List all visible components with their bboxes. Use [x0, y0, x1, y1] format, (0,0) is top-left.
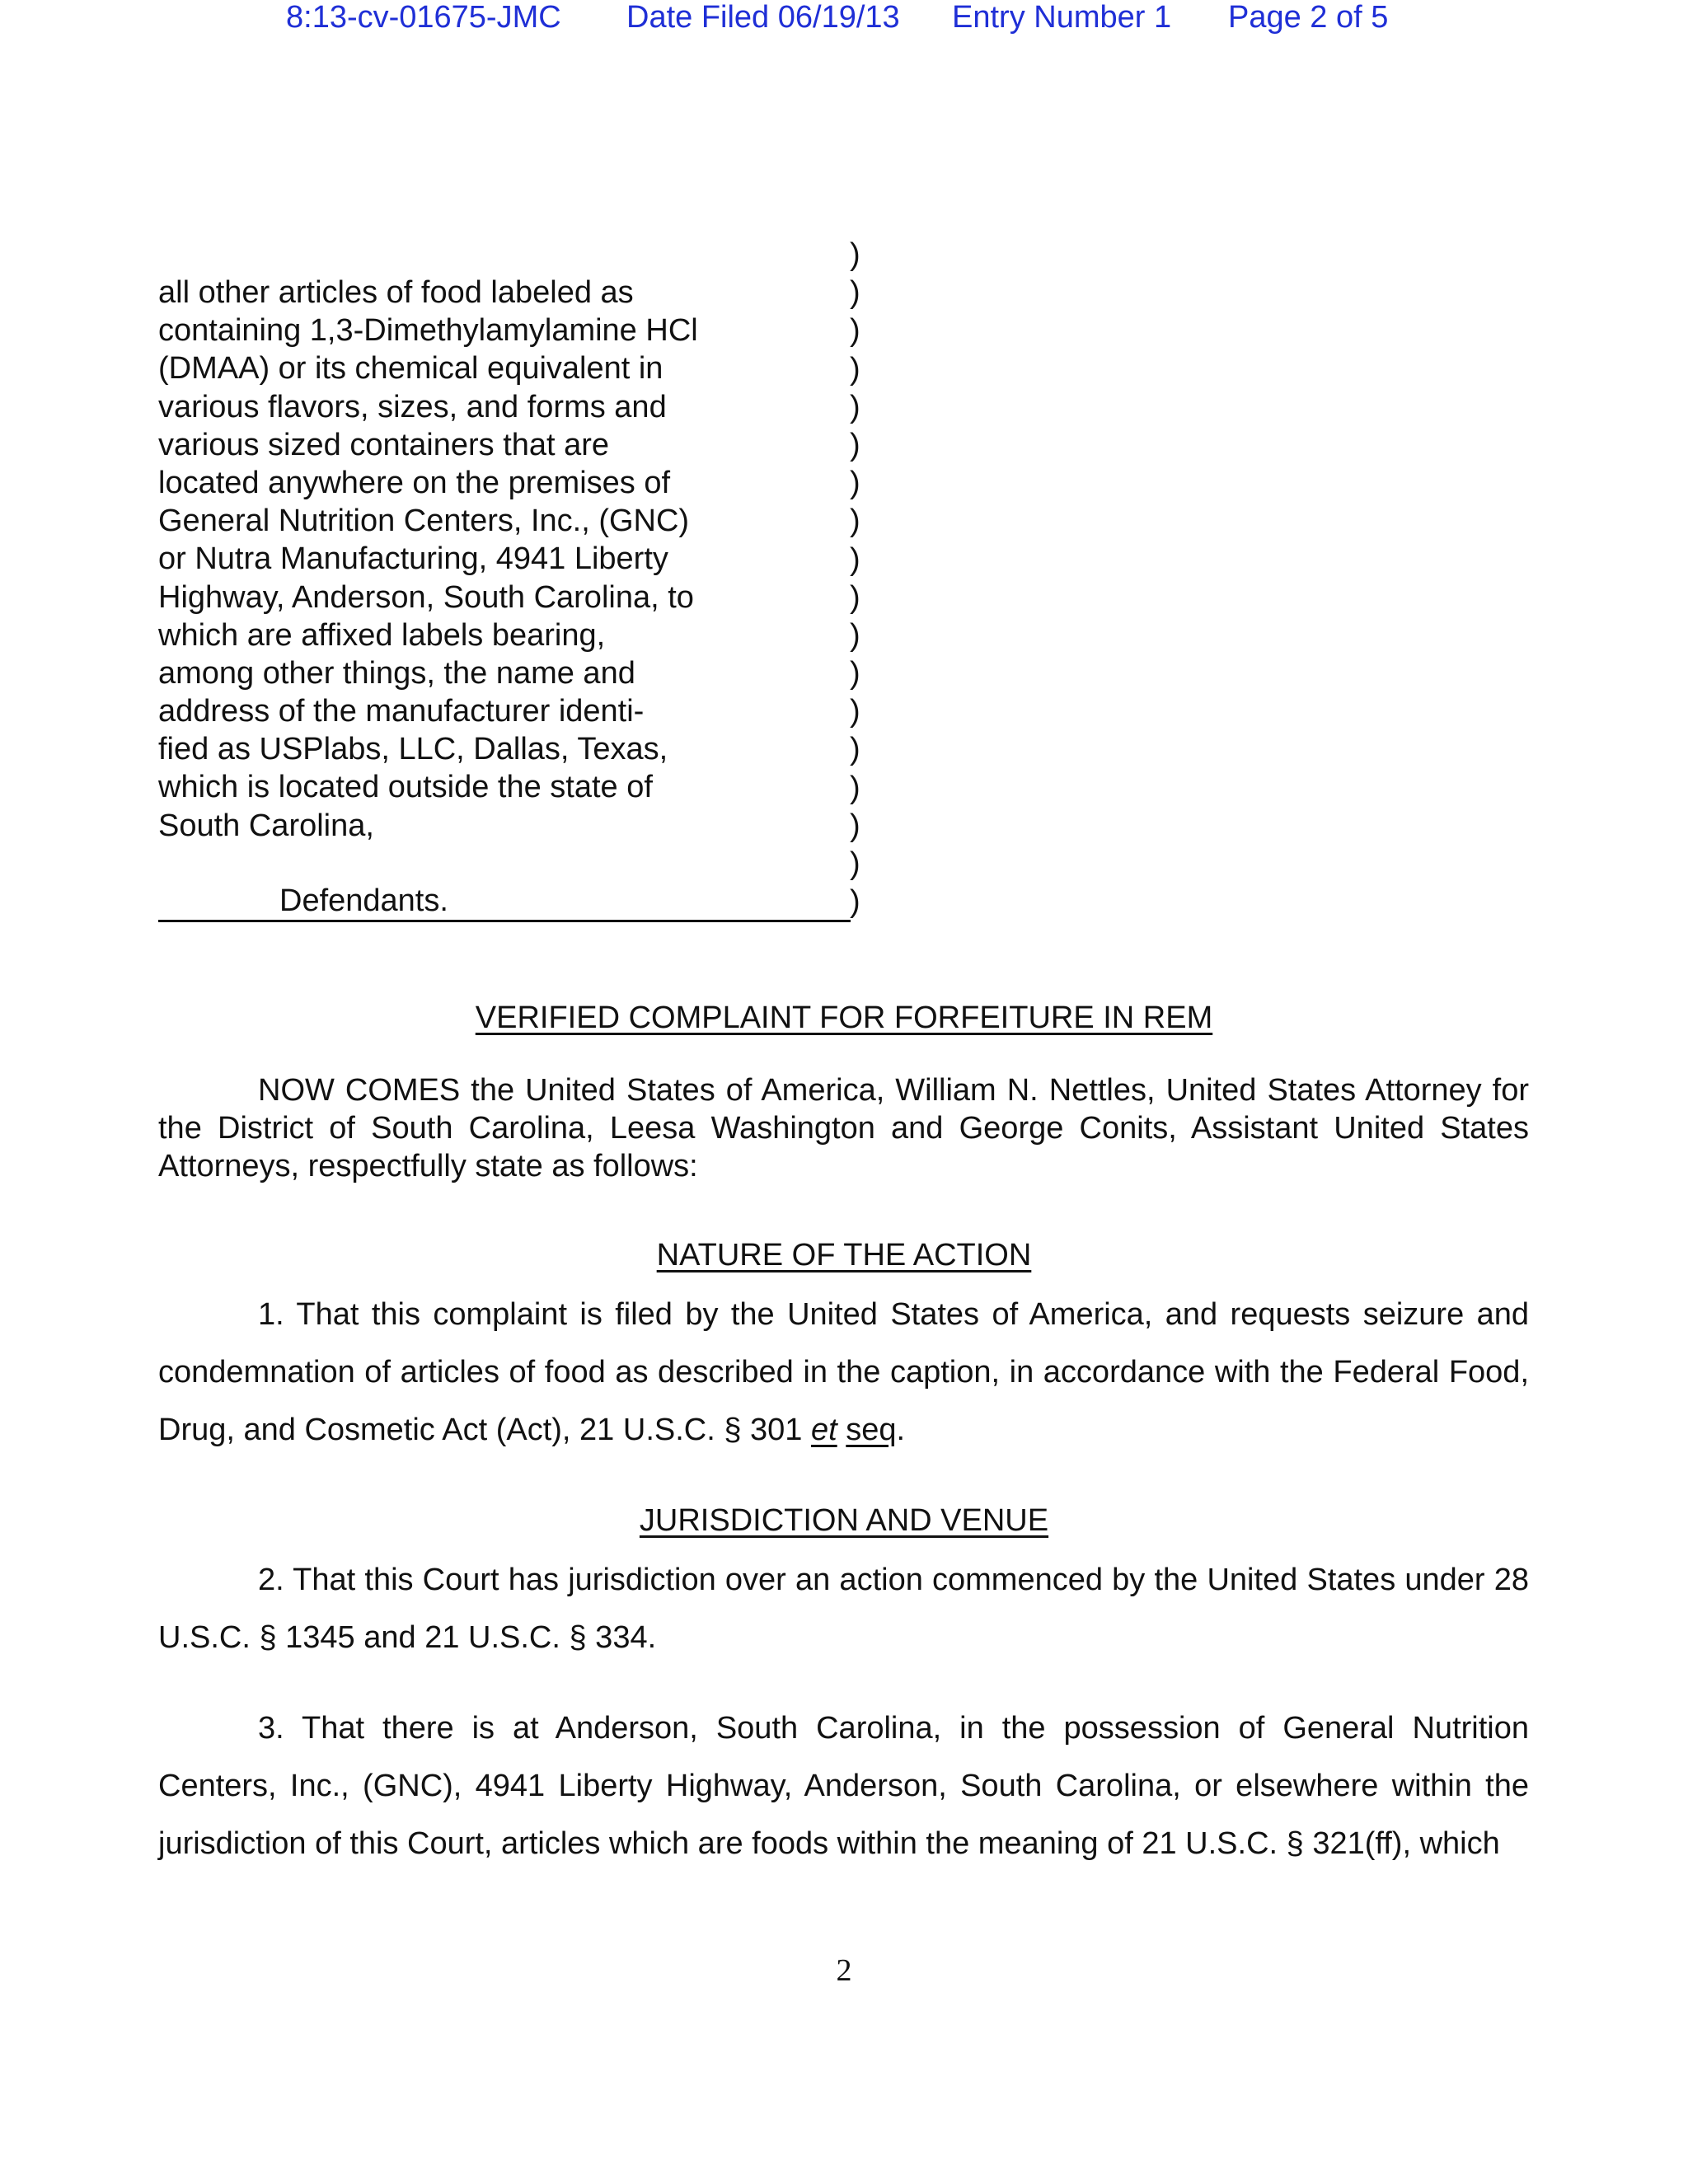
caption-paren: ): [850, 466, 860, 501]
caption-paren: ): [850, 808, 860, 843]
paragraph-1: [158, 1286, 1529, 1459]
entry-number: Entry Number 1: [952, 0, 1172, 35]
caption-paren: ): [850, 275, 860, 311]
paragraph-3-text: 3. That there is at Anderson, South Carolina, in the possession of General Nutrition Centers, Inc., (GNC), 4941 Liberty Highway, Anderson, South Carolina, or elsewhere within the jurisdiction of this Court, articles which are foods within the meaning of 21 U.S.C. § 321(ff), which: [158, 1711, 1529, 1861]
caption-line: South Carolina,: [158, 808, 374, 843]
page-indicator: Page 2 of 5: [1228, 0, 1389, 35]
paragraph-1-end: .: [896, 1413, 906, 1447]
document-title: VERIFIED COMPLAINT FOR FORFEITURE IN REM: [475, 1001, 1213, 1035]
caption-line: fied as USPlabs, LLC, Dallas, Texas,: [158, 732, 668, 767]
caption-paren: ): [850, 313, 860, 349]
caption-line: which is located outside the state of: [158, 770, 653, 805]
caption-paren: ): [850, 351, 860, 387]
caption-paren: ): [850, 504, 860, 539]
paragraph-1-text: 1. That this complaint is filed by the United States of America, and requests seizure and condemnation of articles of food as described in the caption, in accordance with the Federal Food, Drug, and Cosmetic Act (Act), 21 U.S.C. § 301: [158, 1297, 1529, 1447]
paragraph-2: [158, 1551, 1529, 1666]
caption-line: all other articles of food labeled as: [158, 275, 634, 310]
page-number: 2: [836, 1953, 852, 1988]
caption-paren: ): [850, 541, 860, 577]
caption-parentheses: [850, 236, 870, 921]
caption-line: General Nutrition Centers, Inc., (GNC): [158, 504, 690, 539]
caption-paren: ): [850, 427, 860, 462]
caption-paren: ): [850, 389, 860, 424]
caption-paren: ): [850, 579, 860, 615]
defendants-line: [158, 882, 851, 922]
caption-paren: ): [850, 884, 860, 920]
caption-line: address of the manufacturer identi-: [158, 694, 645, 729]
defendants-label: Defendants.: [279, 883, 448, 918]
date-filed: Date Filed 06/19/13: [626, 0, 900, 35]
caption-paren: ): [850, 237, 860, 272]
paragraph-2-text: 2. That this Court has jurisdiction over an action commenced by the United States under 28 U.S.C. § 1345 and 21 U.S.C. § 334.: [158, 1563, 1529, 1655]
caption-paren: ): [850, 656, 860, 691]
caption-line: Highway, Anderson, South Carolina, to: [158, 579, 694, 615]
caption-line: (DMAA) or its chemical equivalent in: [158, 351, 663, 387]
caption-line: various sized containers that are: [158, 427, 610, 462]
caption-paren: ): [850, 694, 860, 729]
caption-line: among other things, the name and: [158, 655, 635, 691]
caption-paren: ): [850, 617, 860, 653]
caption-defendant-description: [158, 274, 851, 845]
caption-line: containing 1,3-Dimethylamylamine HCl: [158, 313, 698, 349]
caption-paren: ): [850, 732, 860, 767]
case-number: 8:13-cv-01675-JMC: [286, 0, 561, 35]
intro-paragraph: [158, 1071, 1529, 1185]
caption-line: which are affixed labels bearing,: [158, 617, 606, 653]
intro-text: NOW COMES the United States of America, William N. Nettles, United States Attorney for the District of South Carolina, Leesa Washington and George Conits, Assistant United States Attorneys, respectfully state as follows:: [158, 1073, 1529, 1183]
caption-line: located anywhere on the premises of: [158, 465, 671, 500]
et-text: et: [811, 1413, 837, 1447]
ecf-header: [0, 0, 1688, 38]
caption-line: or Nutra Manufacturing, 4941 Liberty: [158, 541, 668, 577]
section-heading-nature: NATURE OF THE ACTION: [656, 1238, 1032, 1272]
caption-paren: ): [850, 846, 860, 881]
section-heading-jurisdiction: JURISDICTION AND VENUE: [639, 1503, 1049, 1538]
caption-line: various flavors, sizes, and forms and: [158, 389, 667, 424]
seq-text: seq: [846, 1413, 897, 1447]
caption-paren: ): [850, 770, 860, 805]
paragraph-3: [158, 1699, 1529, 1872]
